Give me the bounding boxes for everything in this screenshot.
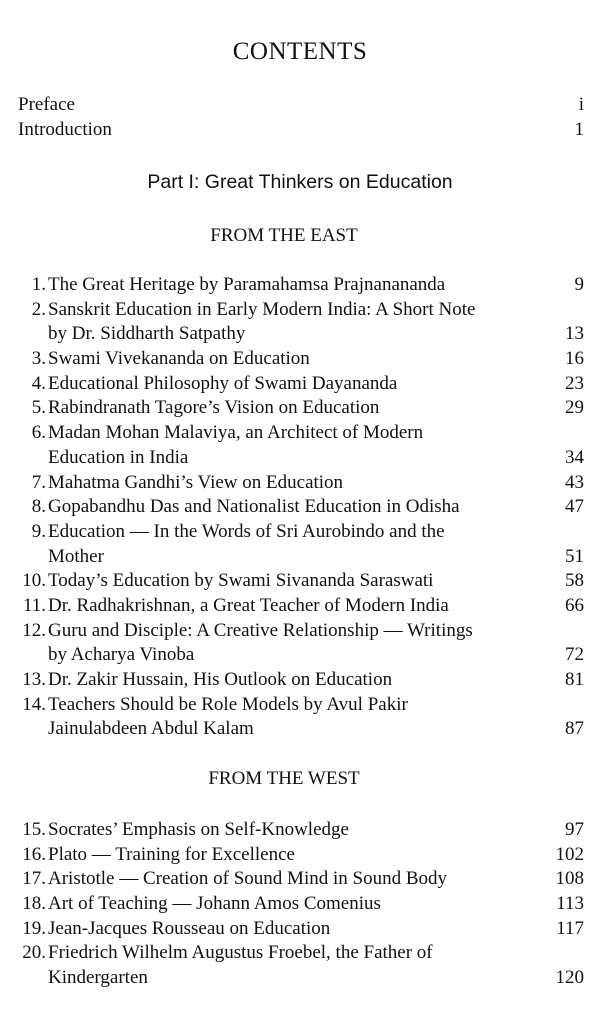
toc-entry xyxy=(18,471,584,496)
toc-entry-title: Today’s Education by Swami Sivananda Saraswati xyxy=(48,570,434,592)
toc-entry-page: 34 xyxy=(565,446,584,468)
toc-entry-number: 1. xyxy=(31,274,46,295)
toc-entry-number: 8. xyxy=(31,496,46,518)
toc-entry-number: 5. xyxy=(31,397,46,419)
toc-entry xyxy=(18,693,584,742)
toc-entry xyxy=(18,298,584,347)
toc-entry xyxy=(18,495,584,520)
toc-entry-title: Kindergarten xyxy=(48,967,148,989)
toc-entry xyxy=(18,619,584,668)
toc-entry-page: 102 xyxy=(555,843,584,865)
toc-entry xyxy=(18,372,584,397)
toc-entry-page: 66 xyxy=(565,594,584,616)
toc-entry-line xyxy=(18,446,584,471)
toc-entry xyxy=(18,396,584,421)
toc-entry-number: 15. xyxy=(22,819,46,840)
toc-entry xyxy=(18,917,584,942)
toc-entry-line xyxy=(18,495,584,520)
toc-entry-title: Dr. Zakir Hussain, His Outlook on Education xyxy=(48,669,393,690)
toc-entry-line xyxy=(18,545,584,570)
toc-entry-line xyxy=(18,668,584,693)
toc-entry-number: 9. xyxy=(31,520,46,542)
toc-entry xyxy=(18,941,584,990)
toc-entry-page: 72 xyxy=(565,644,584,666)
toc-entry-title: Socrates’ Emphasis on Self-Knowledge xyxy=(48,819,349,840)
toc-entry-number: 17. xyxy=(22,868,46,890)
toc-entry-line xyxy=(18,594,584,619)
toc-entry-page: 51 xyxy=(565,545,584,567)
toc-entry-number: 11. xyxy=(22,594,46,616)
toc-entry-title: Mother xyxy=(48,545,104,567)
toc-entry-number: 2. xyxy=(31,298,46,320)
toc-entry xyxy=(18,892,584,917)
front-matter-page: i xyxy=(578,94,584,115)
toc-entry-page: 97 xyxy=(565,819,584,840)
toc-entry-page: 43 xyxy=(565,471,584,493)
toc-entry-page: 120 xyxy=(555,967,584,989)
toc-entry xyxy=(18,421,584,470)
toc-entry-title: Mahatma Gandhi’s View on Education xyxy=(48,471,344,493)
toc-entry-line xyxy=(18,421,584,446)
toc-entry-title: Education in India xyxy=(48,446,189,468)
toc-entry-title: The Great Heritage by Paramahamsa Prajnanananda xyxy=(48,274,446,295)
toc-list-west xyxy=(18,818,584,991)
toc-entry-number: 12. xyxy=(22,619,46,641)
toc-entry-line xyxy=(18,347,584,372)
toc-entry-page: 13 xyxy=(565,323,584,345)
toc-entry-line xyxy=(18,298,584,323)
toc-entry-number: 14. xyxy=(22,693,46,715)
toc-entry-line xyxy=(18,619,584,644)
toc-entry-number: 13. xyxy=(22,669,46,690)
toc-entry-number: 19. xyxy=(22,917,46,939)
toc-entry-title: Jainulabdeen Abdul Kalam xyxy=(48,718,254,740)
toc-entry-title: Educational Philosophy of Swami Dayananda xyxy=(48,372,398,394)
toc-entry-number: 16. xyxy=(22,843,46,865)
toc-entry-line xyxy=(18,273,584,298)
toc-entry-title: Art of Teaching — Johann Amos Comenius xyxy=(48,893,381,915)
toc-entry-page: 87 xyxy=(565,718,584,740)
toc-entry-number: 3. xyxy=(31,348,46,370)
front-matter-page: 1 xyxy=(574,119,584,140)
toc-entry-title: by Acharya Vinoba xyxy=(48,644,195,666)
toc-entry xyxy=(18,867,584,892)
toc-entry xyxy=(18,569,584,594)
toc-entry-title: Gopabandhu Das and Nationalist Education in Odisha xyxy=(48,496,460,518)
toc-entry-line xyxy=(18,843,584,868)
toc-entry-line xyxy=(18,818,584,843)
page-title: CONTENTS xyxy=(232,38,368,65)
toc-entry-title: Education — In the Words of Sri Aurobindo and the xyxy=(48,520,445,542)
toc-entry-title: Plato — Training for Excellence xyxy=(48,843,295,865)
toc-entry-line xyxy=(18,643,584,668)
toc-entry-number: 20. xyxy=(22,942,46,964)
section-heading-east: FROM THE EAST xyxy=(210,225,358,246)
toc-entry-page: 9 xyxy=(574,274,584,295)
toc-entry xyxy=(18,668,584,693)
front-matter-label: Introduction xyxy=(18,119,112,140)
toc-entry-line xyxy=(18,867,584,892)
toc-entry-line xyxy=(18,693,584,718)
toc-entry xyxy=(18,843,584,868)
toc-entry-line xyxy=(18,372,584,397)
toc-entry-title: Jean-Jacques Rousseau on Education xyxy=(48,917,331,939)
toc-entry-title: Sanskrit Education in Early Modern India: A Short Note xyxy=(48,298,476,320)
toc-entry-title: Dr. Radhakrishnan, a Great Teacher of Modern India xyxy=(48,594,449,616)
toc-entry xyxy=(18,818,584,843)
toc-entry-line xyxy=(18,396,584,421)
toc-entry-line xyxy=(18,520,584,545)
toc-list-east xyxy=(18,273,584,742)
toc-entry-page: 108 xyxy=(555,868,584,890)
toc-entry-line xyxy=(18,892,584,917)
toc-entry xyxy=(18,594,584,619)
toc-entry xyxy=(18,347,584,372)
toc-entry-title: Teachers Should be Role Models by Avul Pakir xyxy=(48,693,408,715)
toc-entry-page: 47 xyxy=(565,496,584,518)
toc-entry-page: 117 xyxy=(556,917,584,939)
toc-entry-number: 18. xyxy=(22,893,46,915)
toc-entry-line xyxy=(18,941,584,966)
toc-entry-title: by Dr. Siddharth Satpathy xyxy=(48,323,246,345)
toc-entry-title: Rabindranath Tagore’s Vision on Education xyxy=(48,397,380,419)
toc-entry-page: 29 xyxy=(565,397,584,419)
toc-entry-line xyxy=(18,917,584,942)
toc-entry-page: 16 xyxy=(565,348,584,370)
toc-entry-line xyxy=(18,322,584,347)
toc-entry-title: Swami Vivekananda on Education xyxy=(48,348,310,370)
toc-entry-title: Guru and Disciple: A Creative Relationship — Writings xyxy=(48,619,473,641)
toc-entry xyxy=(18,273,584,298)
section-heading-west: FROM THE WEST xyxy=(208,768,360,789)
toc-entry-line xyxy=(18,717,584,742)
part-title: Part I: Great Thinkers on Education xyxy=(147,171,453,193)
front-matter-label: Preface xyxy=(18,94,75,115)
toc-entry-title: Friedrich Wilhelm Augustus Froebel, the Father of xyxy=(48,942,433,964)
toc-entry-page: 81 xyxy=(565,669,584,690)
toc-entry-title: Madan Mohan Malaviya, an Architect of Modern xyxy=(48,422,424,444)
toc-entry-number: 6. xyxy=(31,422,46,444)
toc-entry-line xyxy=(18,471,584,496)
toc-entry-number: 10. xyxy=(22,570,46,592)
toc-entry-title: Aristotle — Creation of Sound Mind in Sound Body xyxy=(48,868,447,890)
toc-entry-line xyxy=(18,569,584,594)
toc-entry-page: 113 xyxy=(556,893,584,915)
toc-entry-number: 7. xyxy=(31,471,46,493)
toc-entry-page: 23 xyxy=(565,372,584,394)
toc-entry-page: 58 xyxy=(565,570,584,592)
toc-entry xyxy=(18,520,584,569)
toc-entry-number: 4. xyxy=(31,372,46,394)
toc-entry-line xyxy=(18,966,584,991)
